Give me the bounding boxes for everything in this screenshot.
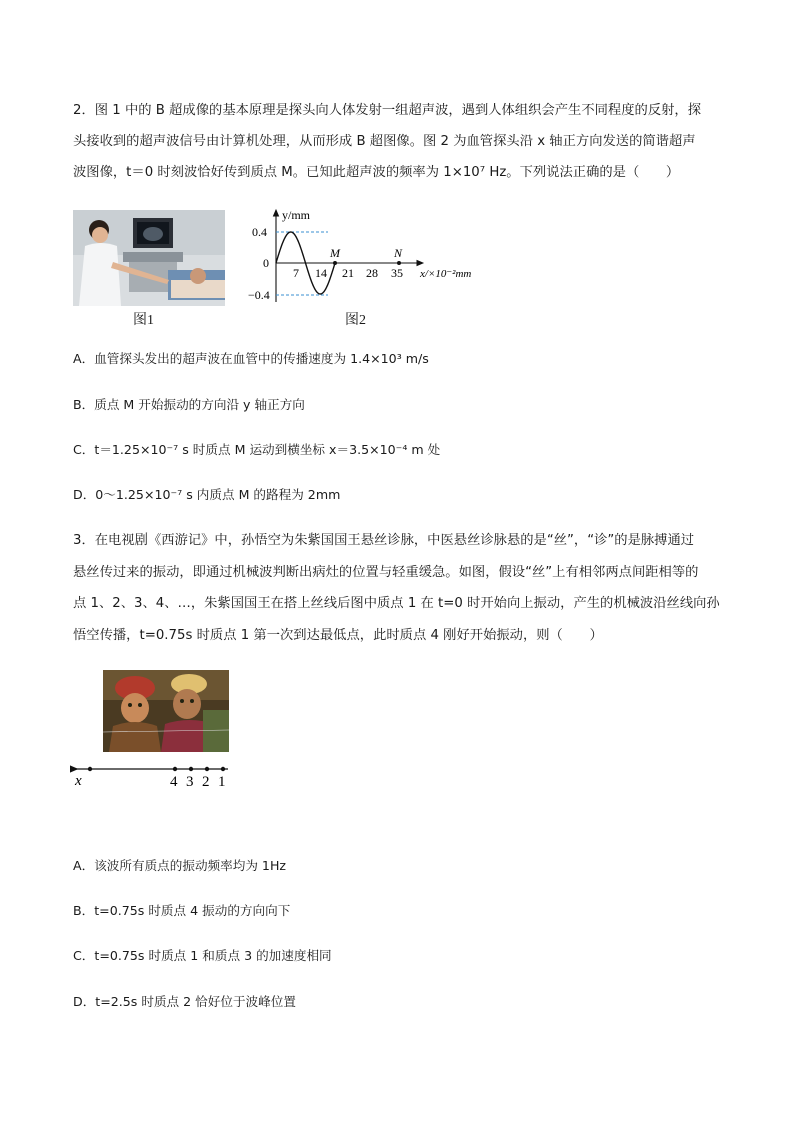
string-axis-label: x [75,773,82,789]
point-n-label: N [394,246,403,260]
point-4-dot [173,767,177,771]
q2-stem-line-2: 头接收到的超声波信号由计算机处理，从而形成 B 超图像。图 2 为血管探头沿 x 轴正方向发送的简谐超声 [73,134,696,149]
point-3-dot [189,767,193,771]
q3-option-c[interactable]: C．t=0.75s 时质点 1 和质点 3 的加速度相同 [73,948,332,963]
point-m-dot [333,261,337,265]
q2-option-b[interactable]: B．质点 M 开始振动的方向沿 y 轴正方向 [73,397,305,412]
q3-stem-line-4: 悟空传播，t=0.75s 时质点 1 第一次到达最低点，此时质点 4 刚好开始振动，则（ ） [73,628,603,643]
q2-option-a[interactable]: A．血管探头发出的超声波在血管中的传播速度为 1.4×10³ m/s [73,351,429,366]
point-1-dot [221,767,225,771]
fig1-caption: 图1 [133,313,154,328]
point-n-dot [397,261,401,265]
x-tick-35: 35 [391,266,403,280]
point-2-dot [205,767,209,771]
q3-option-a[interactable]: A．该波所有质点的振动频率均为 1Hz [73,858,287,873]
fig2-caption: 图2 [345,313,366,328]
y-tick-0.4: 0.4 [252,225,267,239]
q3-option-d[interactable]: D．t=2.5s 时质点 2 恰好位于波峰位置 [73,994,296,1009]
q2-option-d[interactable]: D．0～1.25×10⁻⁷ s 内质点 M 的路程为 2mm [73,487,341,502]
q3-stem-line-3: 点 1、2、3、4、…，朱紫国国王在搭上丝线后图中质点 1 在 t=0 时开始向上振动，产生的机械波沿丝线向孙 [73,596,720,611]
point-4-label: 4 [170,774,178,790]
x-tick-21: 21 [342,266,354,280]
q3-stem-line-1: 3．在电视剧《西游记》中，孙悟空为朱紫国国王悬丝诊脉，中医悬丝诊脉悬的是“丝”，“诊”的是脉搏通过 [73,533,695,548]
point-1-label: 1 [218,774,226,790]
q3-option-b[interactable]: B．t=0.75s 时质点 4 振动的方向向下 [73,903,291,918]
wave-graph [240,205,490,310]
y-tick-0: 0 [263,256,269,270]
point-m-label: M [330,246,340,260]
string-far-dot [88,767,92,771]
journey-to-west-photo [103,670,229,752]
q3-stem-line-2: 悬丝传过来的振动，即通过机械波判断出病灶的位置与轻重缓急。如图，假设“丝”上有相邻两点间距相等的 [73,565,699,580]
point-3-label: 3 [186,774,194,790]
x-tick-7: 7 [293,266,299,280]
y-tick-neg-0.4: −0.4 [248,288,270,302]
x-tick-28: 28 [366,266,378,280]
q2-stem-line-3: 波图像，t＝0 时刻波恰好传到质点 M。已知此超声波的频率为 1×10⁷ Hz。下列说法正确的是（ ） [73,165,680,180]
point-2-label: 2 [202,774,210,790]
x-axis-label: x/×10⁻²mm [420,268,472,280]
x-tick-14: 14 [315,266,327,280]
string-diagram [70,755,240,795]
y-axis-label: y/mm [282,208,311,222]
q2-stem-line-1: 2．图 1 中的 B 超成像的基本原理是探头向人体发射一组超声波，遇到人体组织会产生不同程度的反射，探 [73,103,702,118]
ultrasound-photo [73,210,225,306]
q2-option-c[interactable]: C．t＝1.25×10⁻⁷ s 时质点 M 运动到横坐标 x＝3.5×10⁻⁴ m 处 [73,442,441,457]
